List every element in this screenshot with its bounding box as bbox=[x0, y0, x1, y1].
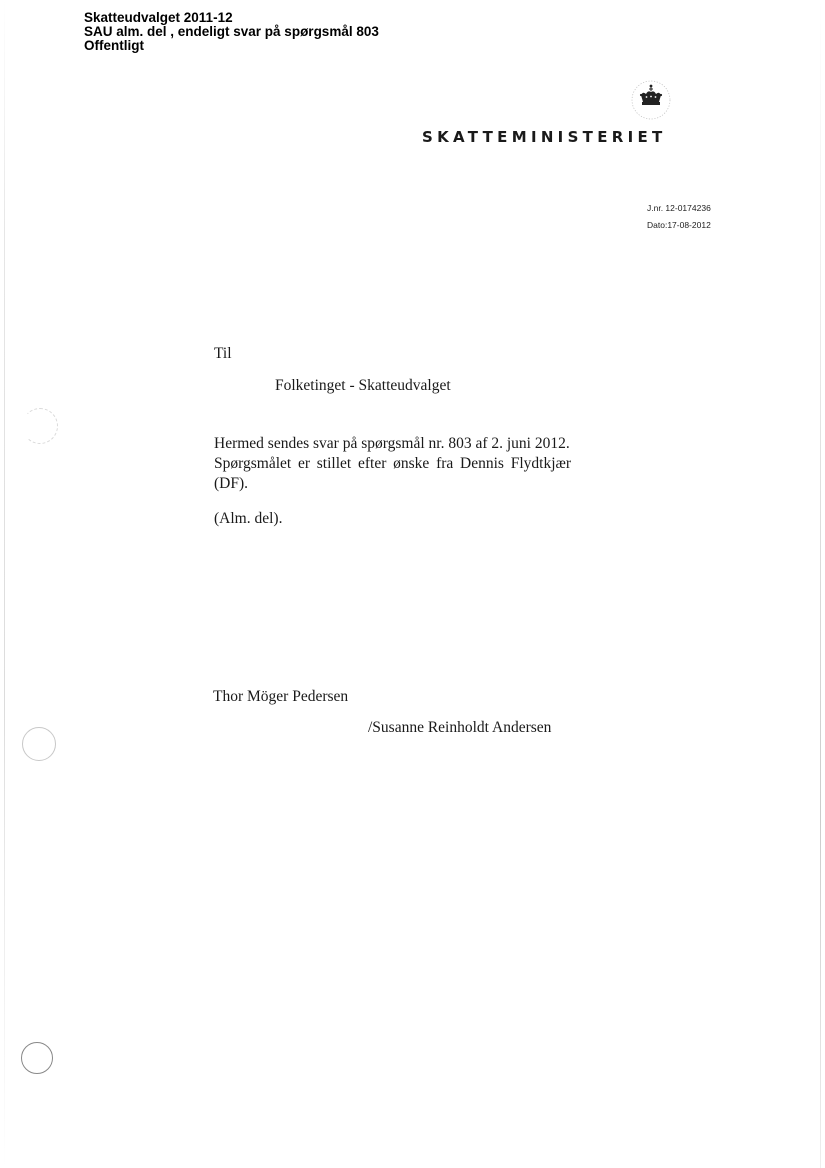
to-label: Til bbox=[214, 345, 232, 362]
body-line-2: Spørgsmålet er stillet efter ønske fra Dennis Flydtkjær bbox=[214, 455, 571, 472]
document-date: Dato:17-08-2012 bbox=[647, 220, 711, 230]
body-line-1: Hermed sendes svar på spørgsmål nr. 803 af 2. juni 2012. bbox=[214, 435, 570, 452]
header-committee: Skatteudvalget 2011-12 bbox=[84, 10, 233, 25]
alm-del-note: (Alm. del). bbox=[214, 510, 283, 527]
header-subject: SAU alm. del , endeligt svar på spørgsmål 803 bbox=[84, 24, 379, 39]
body-line-3: (DF). bbox=[214, 475, 249, 492]
recipient: Folketinget - Skatteudvalget bbox=[275, 377, 451, 394]
signature-minister: Thor Möger Pedersen bbox=[213, 688, 349, 705]
punch-hole-middle bbox=[22, 727, 56, 761]
ministry-logo: SKATTEMINISTERIET bbox=[422, 128, 667, 146]
journal-number: J.nr. 12-0174236 bbox=[647, 203, 711, 213]
header-classification: Offentligt bbox=[84, 38, 144, 53]
document-header bbox=[84, 11, 379, 53]
punch-hole-top bbox=[22, 408, 58, 444]
signature-official: /Susanne Reinholdt Andersen bbox=[368, 719, 552, 736]
scan-edge-left bbox=[4, 0, 5, 1168]
punch-hole-bottom bbox=[21, 1042, 53, 1074]
letter-body bbox=[214, 434, 571, 494]
reference-block bbox=[647, 200, 711, 234]
scan-edge-right bbox=[820, 0, 821, 1168]
crown-icon bbox=[628, 80, 674, 126]
